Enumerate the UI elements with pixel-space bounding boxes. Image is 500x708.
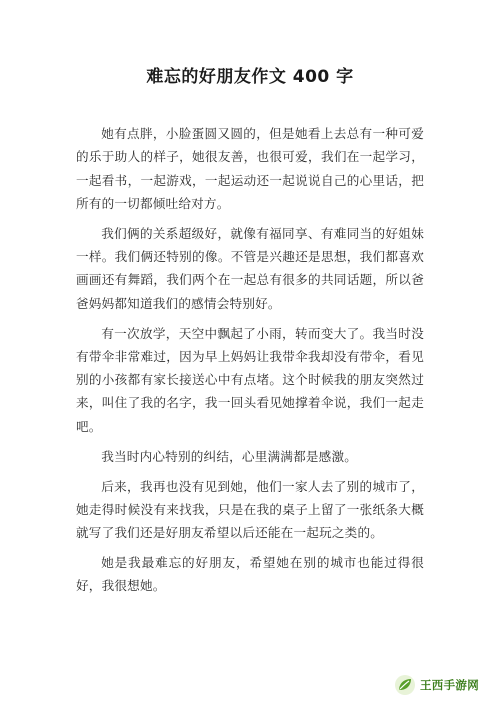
leaf-logo-icon xyxy=(394,674,416,696)
paragraph-3: 有一次放学，天空中飘起了小雨，转而变大了。我当时没有带伞非常难过，因为早上妈妈让我带伞我却没有带伞，看见别的小孩都有家长接送心中有点堵。这个时候我的朋友突然过来，叫住了我的名字，我一回头看见她撑着伞说，我们一起走吧。 xyxy=(76,325,424,434)
watermark-text: 王西手游网 xyxy=(420,678,479,692)
paragraph-6: 她是我最难忘的好朋友，希望她在别的城市也能过得很好，我很想她。 xyxy=(76,555,424,594)
article-body xyxy=(76,122,424,604)
site-watermark xyxy=(388,672,492,698)
paragraph-4: 我当时内心特别的纠结，心里满满都是感激。 xyxy=(101,448,358,464)
page-title: 难忘的好朋友作文 400 字 xyxy=(146,67,354,87)
paragraph-5: 后来，我再也没有见到她，他们一家人去了别的城市了，她走得时候没有来找我，只是在我的桌子上留了一张纸条大概就写了我们还是好朋友希望以后还能在一起玩之类的。 xyxy=(76,478,424,541)
paragraph-1: 她有点胖，小脸蛋圆又圆的，但是她看上去总有一种可爱的乐于助人的样子，她很友善，也很可爱，我们在一起学习，一起看书，一起游戏，一起运动还一起说说自己的心里话，把所有的一切都倾吐给对方。 xyxy=(76,126,424,211)
paragraph-2: 我们俩的关系超级好，就像有福同享、有难同当的好姐妹一样。我们俩还特别的像。不管是兴趣还是思想，我们都喜欢画画还有舞蹈，我们两个在一起总有很多的共同话题，所以爸爸妈妈都知道我们的感情会特别好。 xyxy=(76,225,424,311)
